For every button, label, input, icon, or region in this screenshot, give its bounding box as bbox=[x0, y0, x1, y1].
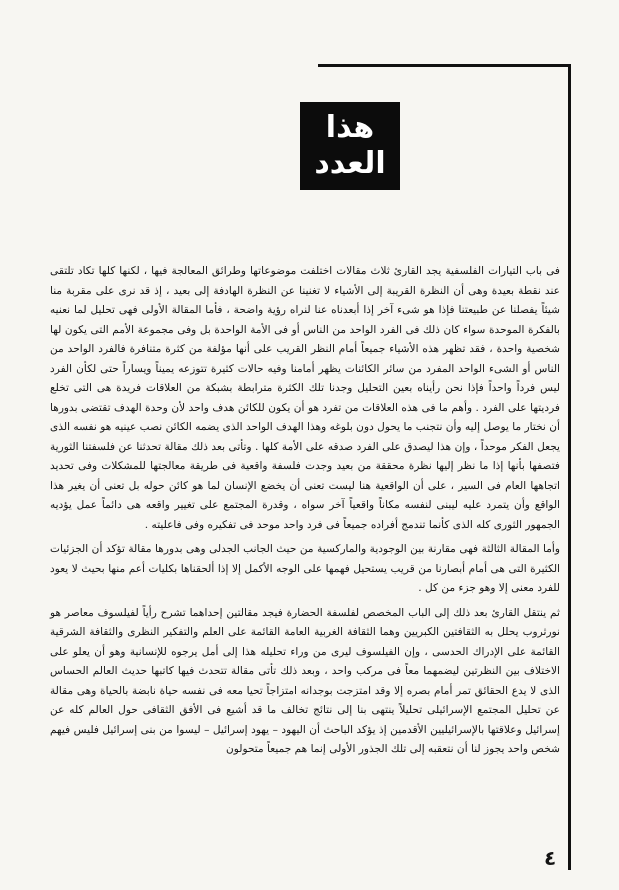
frame-right-rule bbox=[568, 64, 571, 870]
article-body bbox=[50, 262, 560, 760]
article-paragraph: فى باب التيارات الفلسفية يجد القارئ ثلاث مقالات اختلفت موضوعاتها وطرائق المعالجة فيها ، لكنها كلها تكاد تلتقى عند نقطة بعيدة وهى أن النظرة القريبة إلى الأشياء لا تغنينا عن النظرة الهادفة إلى بعيد ، إذ قد نرى على مقربة منا شيئاً يفصلنا عن طبيعتنا فإذا هو شىء آخر إذا أبعدناه عنا لنراه رؤية واضحة ، فأما المقالة الأولى فهى تحليل لما نعنيه بالفكرة الموحدة سواء كان ذلك فى الفرد الواحد من الناس أو فى الأمة الواحدة بل وفى مجموعة الأمم التى يكون لها شخصية واحدة ، فقد تظهر هذه الأشياء جميعاً أمام النظر القريب على أنها مؤلفة من كثرة متنافرة فالفرد الواحد من الناس أو الشىء الواحد المفرد من سائر الكائنات يظهر أمامنا وفيه حالات كثيرة تتوزعه يميناً ويساراً حتى لكأن الفرد ليس فرداً واحداً فإذا نحن رأيناه بعين التحليل وجدنا تلك الكثرة مترابطة بشبكة من العلاقات فريدة هى التى تخلع فرديتها على الفرد . وأهم ما فى هذه العلاقات من تفرد هو أن يكون للكائن هدف واحد لأن وحدة الهدف تقتضى بدورها أن نختار ما يوصل إليه وأن نتجنب ما يحول دون بلوغه وهذا الهدف الواحد الذى يضمه الكائن نصب عينيه هو نفسه الذى يجعل الفكر موحداً ، وإن هذا ليصدق على الفرد صدقه على الأمة كلها . وتأتى بعد ذلك مقالة تحدثنا عن فلسفتنا الثورية فتصفها بأنها إذا ما نظر إليها نظرة محققة من بعيد وجدت فلسفة واقعية فى طريقة معالجتها للمشكلات وفى تحديد اتجاهها العام فى السير ، على أن الواقعية هنا ليست تعنى أن يخضع الإنسان لما هو كائن حوله بل تعنى أن يغير هذا الواقع وأن يتمرد عليه ليبنى لنفسه مكاناً واقعياً آخر سواه ، وقدرة المجتمع على تغيير واقعه هى دائماً عمل يؤديه الجمهور الثورى كله الذى كأنما تندمج أفراده جميعاً فى فرد واحد موحد فى تفكيره وفى فاعليته . bbox=[50, 265, 560, 531]
section-title-line-1: هذا bbox=[325, 110, 375, 145]
article-paragraph: ثم ينتقل القارئ بعد ذلك إلى الباب المخصص لفلسفة الحضارة فيجد مقالتين إحداهما تشرح رأياً لفيلسوف معاصر هو نورثروب يحلل به الثقافتين الكبريين وهما الثقافة الغربية العامة القائمة على العلم والتفكير النظرى والثقافة الشرقية القائمة على الإدراك الحدسى ، وإن الفيلسوف ليرى من وراء تحليله هذا إلى أمل يرجوه للإنسانية وهو أن يعلو على الاختلاف بين النظرتين ليضمهما معاً فى مركب واحد ، وبعد ذلك تأتى مقالة تتحدث فيها كاتبها حديث العالم الحساس الذى لا يدع الحقائق تمر أمام بصره إلا وقد امتزجت بوجدانه امتزاجاً تحيا معه فى نفسه حياة نابضة بالحياة وهى مقالة عن تحليل المجتمع الإسرائيلى تحليلاً ينتهى بنا إلى نتائج تخالف ما قد أشيع فى الأفق الثقافى حول العالم كله عن إسرائيل وعلاقتها بالإسرائيليين الأقدمين إذ يؤكد الباحث أن اليهود – يهود إسرائيل – ليسوا من بنى إسرائيل فليس فيهم شخص واحد يجوز لنا أن نتعقبه إلى تلك الجذور الأولى إنما هم جميعاً متحولون bbox=[50, 606, 560, 755]
page-number: ٤ bbox=[544, 846, 557, 870]
section-title-block bbox=[300, 102, 400, 190]
section-title-line-2: العدد bbox=[314, 146, 386, 181]
frame-top-rule bbox=[318, 64, 571, 67]
article-paragraph: وأما المقالة الثالثة فهى مقارنة بين الوجودية والماركسية من حيث الجانب الجدلى وهى بدورها مقالة تؤكد أن الجزئيات الكثيرة التى هى أمام أبصارنا من قريب يستحيل فهمها على الوجه الأكمل إلا إذا ألحقناها بكليات أعم منها بحيث لا يعود للفرد معنى إلا وهو جزء من كل . bbox=[50, 543, 560, 594]
